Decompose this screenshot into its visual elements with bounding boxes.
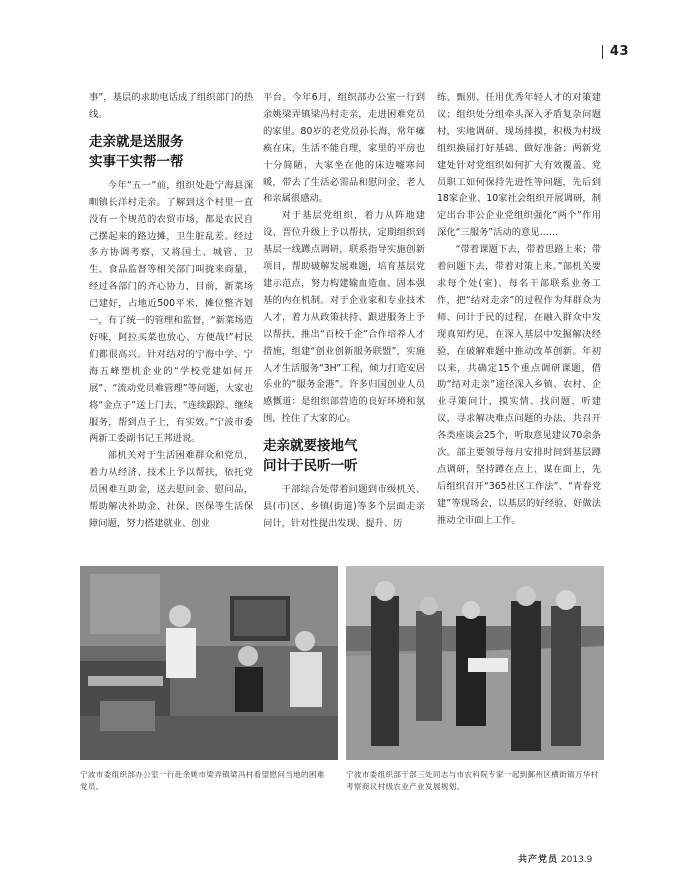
article-column-3 [437, 90, 601, 530]
section-heading-2 [263, 436, 425, 476]
paragraph: “带着课题下去，带着思路上来；带着问题下去，带着对策上来。”部机关要求每个处(室)、每名干部联系业务工作，把“结对走亲”的过程作为拜群众为师、问计于民的过程，在融入群众中发现真知灼见，在深入基层中发掘解决经验，在破解难题中推动改革创新。年初以来，共确定15个重点调研课题，借助“结对走亲”途径深入乡镇、农村、企业寻策问计，摸实情、找问题、听建议，寻求解决难点问题的办法，共召开各类座谈会25个，听取意见建议70余条次。部主要领导每月安排时间到基层蹲点调研，坚持蹲在点上、谋在面上，先后组织召开“365社区工作法”、“青春党建”等现场会，以基层的好经验、好做法推动全市面上工作。 [437, 244, 601, 526]
paragraph: 平台。今年6月，组织部办公室一行到余姚梁弄镇梁冯村走亲，走进困难党员的家里。80岁的老党员孙长海，常年瘫痪在床，生活不能自理，家里的平房也十分简陋，大家坐在他的床边嘘寒问暖，带去了生活必需品和慰问金，老人和亲属很感动。 [263, 92, 425, 205]
paragraph: 事”，基层的求助电话成了组织部门的热线。 [89, 92, 253, 120]
article-column-1 [89, 90, 253, 533]
photo-field-inspection [346, 566, 604, 760]
photo-home-visit [80, 566, 338, 760]
issue-number: 2013.9 [560, 855, 593, 865]
photo-caption-left: 宁波市委组织部办公室一行赴余姚市梁弄镇梁冯村看望慰问当地的困难党员。 [80, 770, 325, 791]
paragraph: 部机关对于生活困难群众和党员，着力从经济、技术上予以帮扶，依托党员困难互助金，送去慰问金、慰问品，帮助解决补助金、社保、医保等生活保障问题，努力搭建就业、创业 [89, 450, 253, 529]
paragraph: 对于基层党组织，着力从阵地建设、晋位升级上予以帮扶，定期组织到基层一线蹲点调研，联系指导实施创新项目，帮助破解发展难题，培育基层党建示范点，努力构建输血造血、固本强基的内在机制。对于企业家和专业技术人才，着力从政策扶持、跟进服务上予以帮扶，推出“百校千企”合作培养人才措施，组建“创业创新服务联盟”，实施人才生活服务“3H”工程，倾力打造安居乐业的“服务金港”。许多归国创业人员感慨道：是组织部营造的良好环境和氛围，拴住了大家的心。 [263, 210, 425, 425]
paragraph: 今年“五一”前，组织处赴宁海县深甽镇长洋村走亲。了解到这个村里一直没有一个规范的农贸市场，都是农民自己摆起来的路边摊，卫生脏乱差。经过多方协调考察，又将国土、城管、卫生、食品监督等相关部门叫拢来商量，经过各部门的齐心协力，目前，新菜场已建好，占地近500平米，摊位整齐划一，有了统一的管理和监督，“新菜场造好唻，阿拉买菜也放心、方便哉!”村民们都很高兴。针对结对的宁海中学、宁海五峰塑机企业的“学校党建如何开展”、“流动党员难管理”等问题，大家也将“金点子”送上门去，“连续跟踪、继续服务，帮到点子上，有实效。”宁波市委两新工委副书记王邦进说。 [89, 179, 253, 445]
magazine-logo: 共产党员 [518, 855, 559, 865]
heading-line: 问计于民听一听 [263, 458, 358, 475]
photo-strip [80, 566, 604, 760]
photo-caption-right: 宁波市委组织部干部三处同志与市农科院专家一起到鄞州区横街镇万华村考察商议村级农业产业发展规划。 [346, 770, 599, 791]
paragraph: 干部综合处带着问题到市级机关、县(市)区、乡镇(街道)等多个层面走亲问计，针对性提出发现、提升、历 [263, 484, 425, 529]
heading-line: 走亲就要接地气 [263, 438, 358, 455]
heading-line: 走亲就是送服务 [89, 133, 184, 150]
footer [518, 852, 592, 865]
article-column-2 [263, 90, 425, 533]
page-number: 43 [609, 44, 629, 59]
paragraph: 练、甄别、任用优秀年轻人才的对策建议；组织处分组牵头深入矛盾复杂问题村，实地调研、现场排摸，积极为村级组织换届打好基础、做好准备；两新党建处针对党组织如何扩大有效覆盖、党员职工如何保持先进性等问题，先后到18家企业、10家社会组织开展调研，制定出台非公企业党组织强化“两个”作用深化“三服务”活动的意见…… [437, 92, 601, 239]
section-heading-1 [89, 132, 253, 172]
heading-line: 实事干实帮一帮 [89, 153, 184, 170]
